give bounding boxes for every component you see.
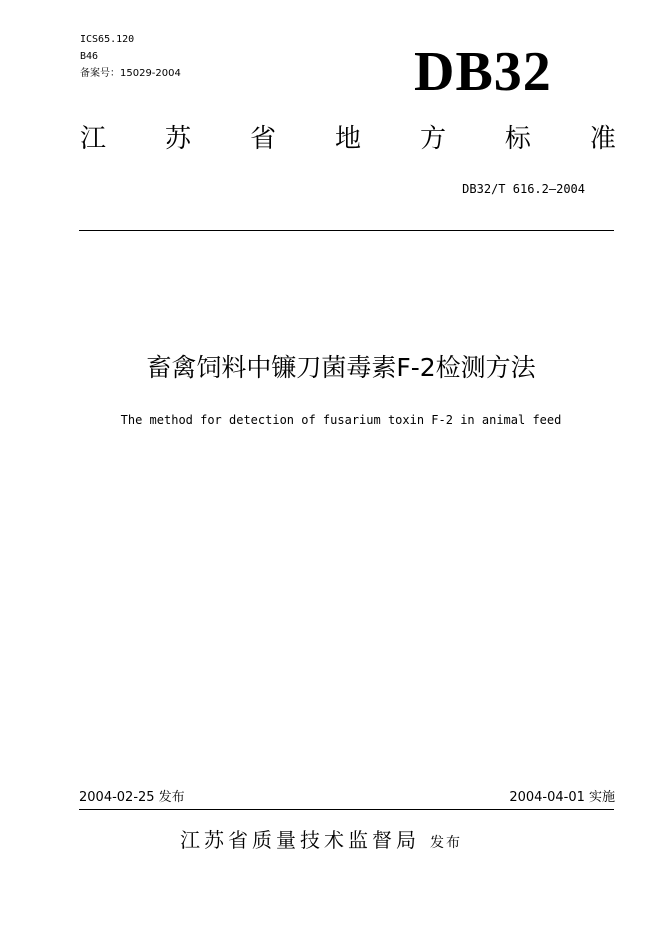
standard-type-char: 江 bbox=[80, 124, 107, 154]
record-number: 备案号：15029-2004 bbox=[80, 68, 181, 79]
header-divider bbox=[79, 230, 614, 231]
ics-code: ICS65.120 bbox=[80, 34, 135, 45]
publish-date: 2004-02-25 发布 bbox=[79, 790, 185, 805]
implement-date: 2004-04-01 实施 bbox=[509, 790, 615, 805]
standard-code-logo: DB32 bbox=[414, 41, 552, 103]
standard-type-char: 省 bbox=[249, 124, 276, 154]
classification-code: B46 bbox=[80, 51, 99, 62]
document-title-english: The method for detection of fusarium toxin F-2 in animal feed bbox=[120, 413, 562, 427]
document-title: 畜禽饲料中镰刀菌毒素F-2检测方法 bbox=[146, 353, 536, 382]
footer-divider bbox=[79, 809, 614, 810]
publisher-organization: 江苏省质量技术监督局 bbox=[180, 828, 420, 852]
publisher-action: 发布 bbox=[430, 835, 462, 851]
standard-type-char: 地 bbox=[334, 124, 361, 154]
standard-type-char: 方 bbox=[419, 124, 446, 154]
standard-number: DB32/T 616.2—2004 bbox=[462, 182, 585, 196]
publisher-line bbox=[180, 826, 462, 854]
standard-type-heading bbox=[80, 122, 616, 156]
standard-type-char: 准 bbox=[589, 124, 616, 154]
standard-type-char: 标 bbox=[504, 124, 531, 154]
standard-type-char: 苏 bbox=[164, 124, 191, 154]
